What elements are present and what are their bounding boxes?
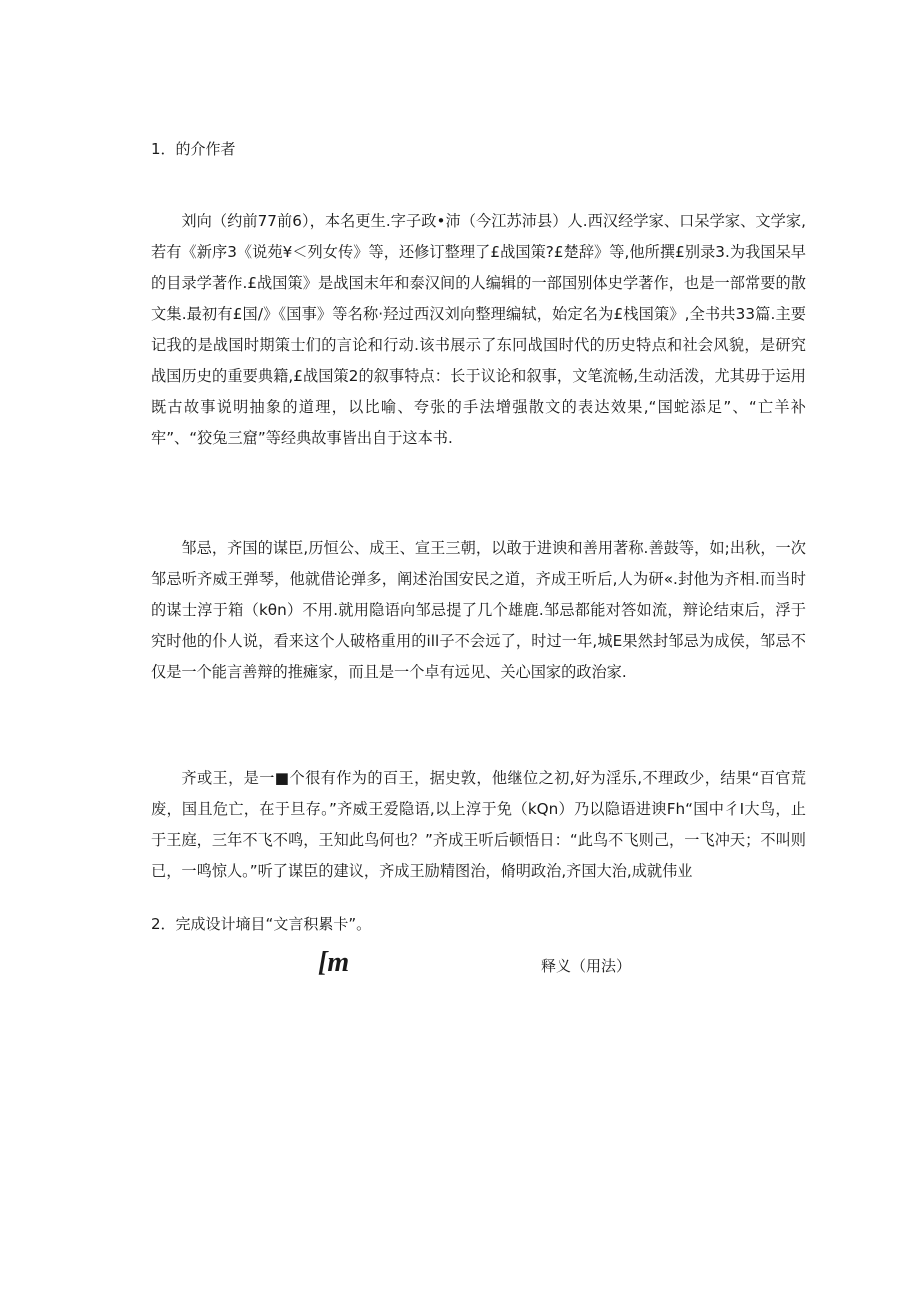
paragraph-zou-ji: 邹忌，齐国的谋臣,历恒公、成王、宣王三朝，以敢于进谀和善用著称.善鼓等，如;出秋，一次邹忌听齐威王弹琴，他就借论弹多，阐述治国安民之道，齐成王听后,人为研«.封他为齐相.而当时的谋士淳于箱（kθn）不用.就用隐语向邹忌提了几个雄鹿.邹忌都能对答如流，辩论结束后，浮于究时他的仆人说，看来这个人破格重用的ill子不会远了，时过一年,城E果然封邹忌为成侯，邹忌不仅是一个能言善辩的推瘫家，而且是一个卓有远见、关心国家的政治家.	[151, 539, 806, 681]
card-column-term: [m	[318, 947, 350, 978]
paragraph-liu-xiang: 刘向（约前77前6），本名更生.字子政•沛（今江苏沛县）人.西汉经学家、口呆学家、文学家,若有《新序3《说苑¥＜列女传》等，还修订整理了£战国策?£楚辞》等,他所撰£别录3.为我国呆早的目录学著作.£战国策》是战国末年和泰汉间的人编辑的一部国别体史学著作，也是一部常要的散文集.最初有£国/》《国事》等名称·羟过西汉刘向整理编轼，始定名为£栈国策》,全书共33篇.主要记我的是战国时期策士们的言论和行动.该书展示了东冋战国时代的历史特点和社会风貌，是研究战国历史的重要典籍,£战国策2的叙事特点：长于议论和叙事，文笔流畅,生动活泼，尤其毋于运用既古故事说明抽象的道理，以比喻、夸张的手法增强散文的表达效果,“国蛇添足”、“亡羊补牢”、“狡兔三窟”等经典故事皆出自于这本书.	[151, 212, 806, 447]
accumulation-card-header	[0, 946, 920, 986]
card-column-meaning: 释义（用法）	[541, 957, 632, 975]
section-heading-author-intro: 1．的介作者	[151, 140, 236, 158]
paragraph-qi-wei-wang: 齐或王，是一■个很有作为的百王，据史敦，他继位之初,好为淫乐,不理政少，结果“百官荒废，国且危亡，在于旦存。”齐威王爱隐语,以上淳于免（kQn）乃以隐语进谀Fh“国中彳I大鸟，止于王庭，三年不飞不鸣，王知此鸟何也？”齐成王听后顿悟日：“此鸟不飞则己，一飞冲天；不叫则已，一鸣惊人。”听了谋臣的建议，齐成王励精图治，脩明政治,齐国大治,成就伟业	[151, 769, 806, 880]
section-heading-task: 2．完成设计墒目“文言积累卡”。	[151, 915, 372, 933]
